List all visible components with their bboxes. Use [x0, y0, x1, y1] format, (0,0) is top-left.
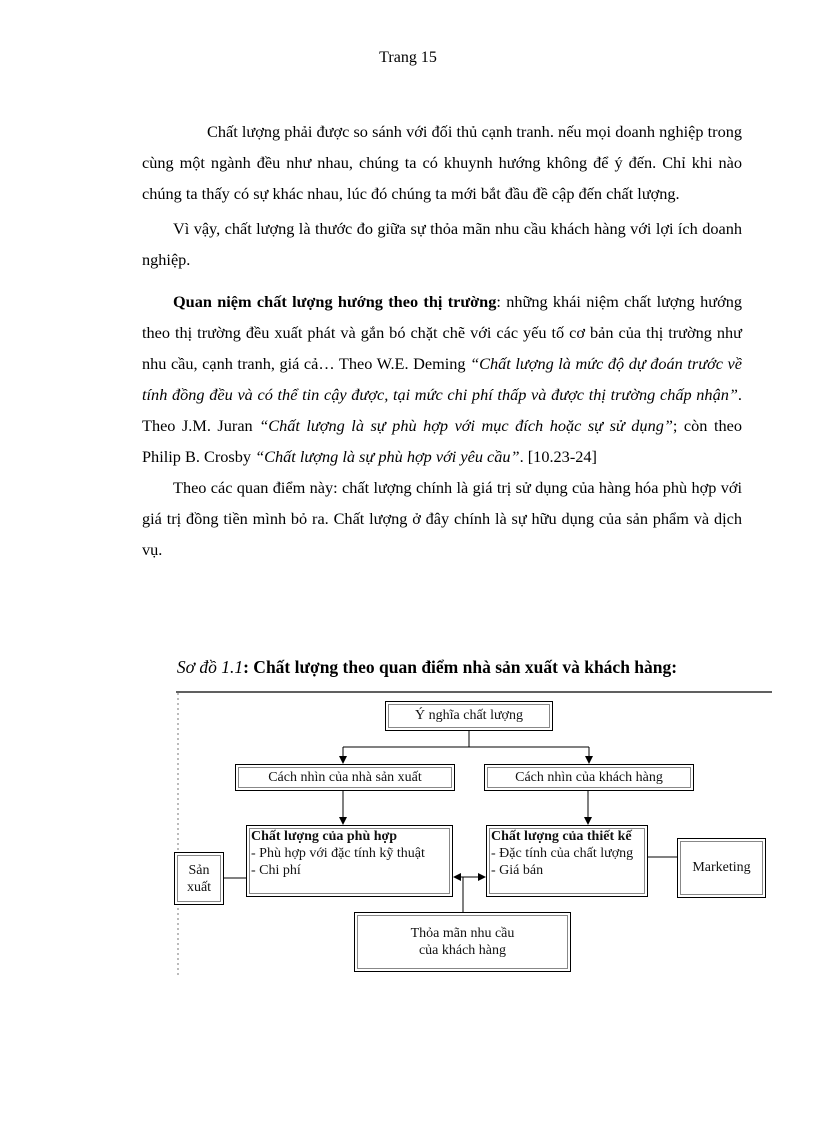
production-line-1: Sản [188, 862, 210, 878]
paragraph-2: Vì vậy, chất lượng là thước đo giữa sự thỏa mãn nhu cầu khách hàng với lợi ích doanh nghiệp. [142, 219, 742, 269]
caption-prefix: Sơ đồ 1.1 [176, 657, 244, 677]
customer-view-box: Cách nhìn của khách hàng [484, 764, 694, 791]
conformance-title: Chất lượng của phù hợp [251, 829, 398, 844]
design-item-characteristics: - Đặc tính của chất lượng [491, 846, 634, 861]
page-number: Trang 15 [379, 49, 437, 66]
conformance-item-spec: - Phù hợp với đặc tính kỹ thuật [251, 846, 425, 861]
paragraph-3-lead: Quan niệm chất lượng hướng theo thị trường [173, 292, 497, 311]
customer-satisfaction-box [354, 912, 571, 972]
body-text [142, 116, 742, 577]
production-box [174, 852, 224, 905]
paragraph-3 [142, 286, 742, 472]
diagram-caption [0, 657, 816, 678]
marketing-box: Marketing [677, 838, 766, 898]
deming-quote: “Chất lượng là mức độ dự đoán trước về tính đồng đều và có thể tin cậy được, tại mức chi phí thấp và được thị trường chấp nhận” [142, 354, 742, 404]
paragraph-3-text-3: ; còn theo Philip B. Crosby [142, 416, 742, 466]
paragraph-4: Theo các quan điểm này: chất lượng chính là giá trị sử dụng của hàng hóa phù hợp với giá trị đồng tiền mình bỏ ra. Chất lượng ở đây chính là sự hữu dụng của sản phẩm và dịch vụ. [142, 478, 742, 559]
satisfaction-line-1: Thỏa mãn nhu cầu [410, 926, 515, 941]
paragraph-3-text-4: . [10.23-24] [519, 447, 597, 466]
conformance-item-cost: - Chi phí [251, 863, 301, 878]
paragraph-3-text-2: . Theo J.M. Juran [142, 385, 742, 435]
quality-meaning-box: Ý nghĩa chất lượng [385, 701, 553, 731]
design-item-price: - Giá bán [491, 863, 544, 878]
producer-view-box: Cách nhìn của nhà sản xuất [235, 764, 455, 791]
juran-quote: “Chất lượng là sự phù hợp với mục đích hoặc sự sử dụng” [259, 416, 673, 435]
design-title: Chất lượng của thiết kế [491, 829, 632, 844]
production-line-2: xuất [186, 879, 212, 895]
conformance-quality-box [246, 825, 453, 897]
paragraph-3-text-1: : những khái niệm chất lượng hướng theo thị trường đều xuất phát và gắn bó chặt chẽ với các yếu tố cơ bản của thị trường như nhu cầu, cạnh tranh, giá cả… Theo W.E. Deming [142, 292, 742, 373]
design-quality-box [486, 825, 648, 897]
satisfaction-line-2: của khách hàng [418, 943, 507, 958]
crosby-quote: “Chất lượng là sự phù hợp với yêu cầu” [255, 447, 520, 466]
paragraph-1: Chất lượng phải được so sánh với đối thủ cạnh tranh. nếu mọi doanh nghiệp trong cùng một ngành đều như nhau, chúng ta có khuynh hướng không để ý đến. Chỉ khi nào chúng ta thấy có sự khác nhau, lúc đó chúng ta mới bắt đầu đề cập đến chất lượng. [142, 122, 742, 203]
caption-title: : Chất lượng theo quan điểm nhà sản xuất và khách hàng: [243, 657, 678, 677]
